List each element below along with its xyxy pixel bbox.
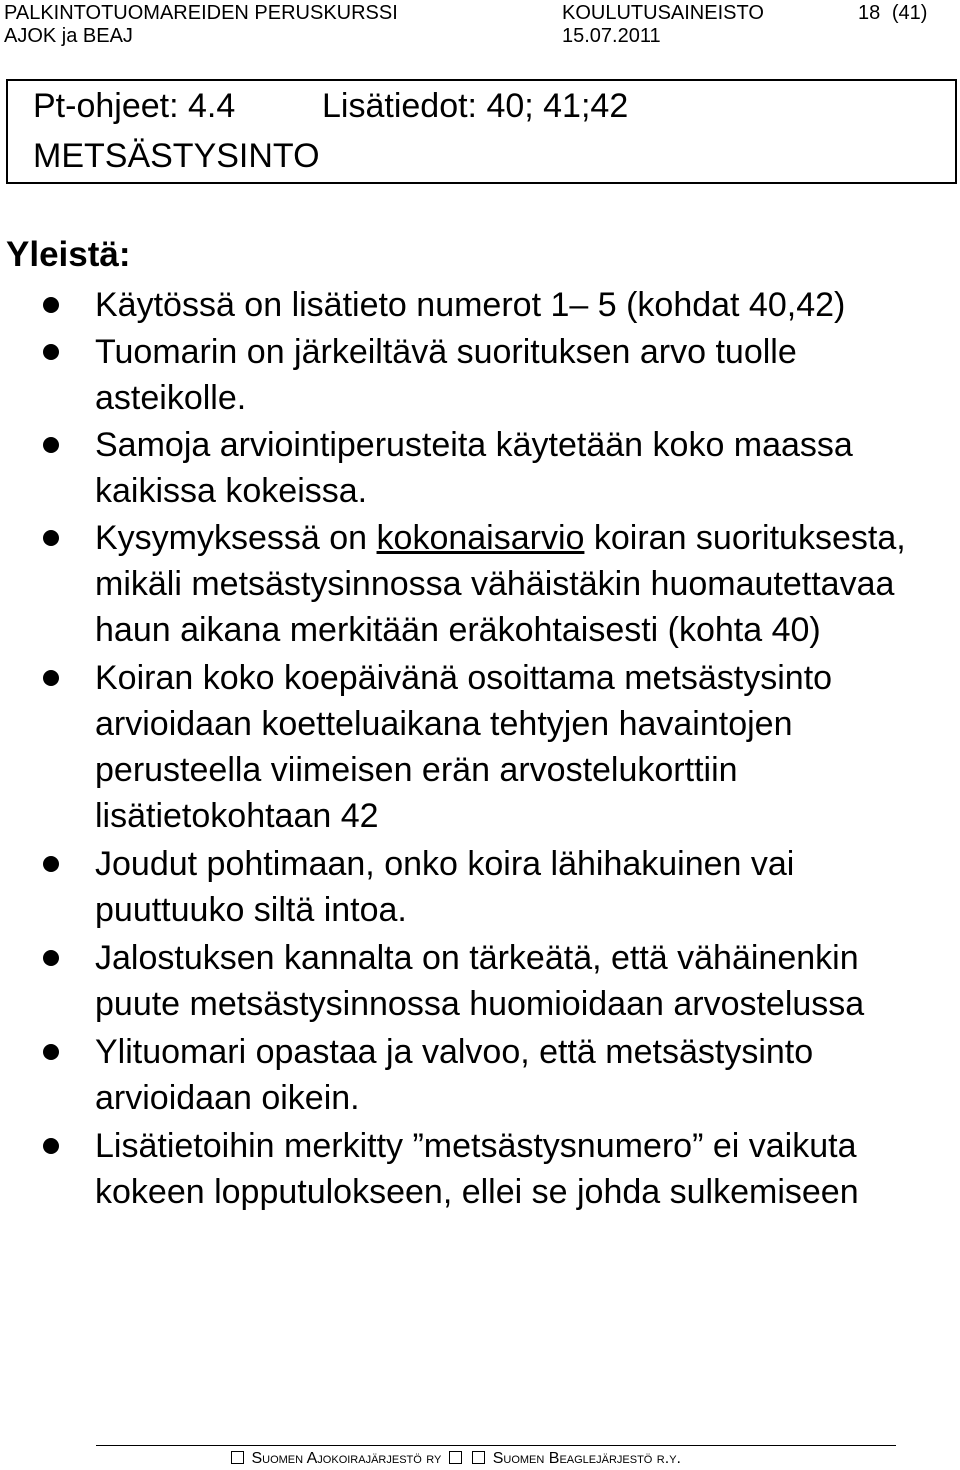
pt-label: Pt-ohjeet: 4.4 bbox=[33, 87, 236, 125]
square-icon bbox=[231, 1451, 244, 1464]
bullet-item: Lisätietoihin merkitty ”metsästysnumero” ei vaikuta kokeen lopputulokseen, ellei se johda sulkemiseen bbox=[0, 1123, 960, 1215]
bullet-item: Joudut pohtimaan, onko koira lähihakuinen vai puuttuuko siltä intoa. bbox=[0, 841, 960, 933]
page-title: METSÄSTYSINTO bbox=[33, 137, 320, 175]
header-material-label: KOULUTUSAINEISTO bbox=[562, 2, 764, 24]
square-icon bbox=[449, 1451, 462, 1464]
header-date: 15.07.2011 bbox=[562, 25, 661, 47]
header-course-title: PALKINTOTUOMAREIDEN PERUSKURSSI bbox=[4, 2, 398, 24]
header-organizers: AJOK ja BEAJ bbox=[4, 25, 133, 47]
bullet-item: Ylituomari opastaa ja valvoo, että metsästysinto arvioidaan oikein. bbox=[0, 1029, 960, 1121]
section-heading: Yleistä: bbox=[6, 235, 131, 274]
bullet-item: Käytössä on lisätieto numerot 1– 5 (kohdat 40,42) bbox=[0, 282, 960, 328]
square-icon bbox=[472, 1451, 485, 1464]
header-page-number bbox=[858, 2, 927, 24]
bullet-item: Koiran koko koepäivänä osoittama metsästysinto arvioidaan koetteluaikana tehtyjen havaintojen perusteella viimeisen erän arvostelukorttiin lisätietokohtaan 42 bbox=[0, 655, 960, 839]
footer-divider bbox=[96, 1445, 896, 1446]
page-total: (41) bbox=[891, 2, 928, 24]
bullet-item: Samoja arviointiperusteita käytetään koko maassa kaikissa kokeissa. bbox=[0, 422, 960, 514]
bullet-item: Tuomarin on järkeiltävä suorituksen arvo tuolle asteikolle. bbox=[0, 329, 960, 421]
bullet-item: Jalostuksen kannalta on tärkeätä, että vähäinenkin puute metsästysinnossa huomioidaan arvostelussa bbox=[0, 935, 960, 1027]
footer-org-1: Suomen Ajokoirajärjestö ry bbox=[251, 1450, 442, 1467]
footer bbox=[228, 1449, 681, 1469]
underlined-term: kokonaisarvio bbox=[376, 519, 585, 557]
extra-info-label: Lisätiedot: 40; 41;42 bbox=[322, 87, 629, 125]
footer-org-2: Suomen Beaglejärjestö r.y. bbox=[492, 1450, 681, 1467]
title-box bbox=[6, 79, 957, 184]
bullet-list bbox=[0, 282, 960, 1215]
page-number: 18 bbox=[858, 2, 881, 24]
bullet-item: Kysymyksessä on kokonaisarvio koiran suorituksesta, mikäli metsästysinnossa vähäistäkin huomautettavaa haun aikana merkitään eräkohtaisesti (kohta 40) bbox=[0, 515, 960, 653]
